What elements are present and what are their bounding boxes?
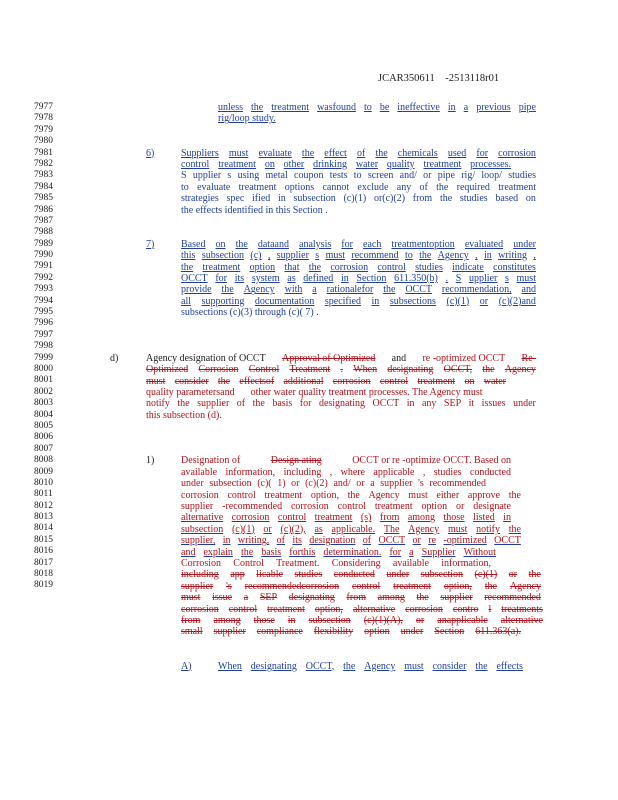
line-number: 7989 <box>34 238 53 249</box>
line-number: 8000 <box>34 363 53 374</box>
line-number-column <box>34 102 74 592</box>
deleted-text-line: small supplier compliance flexibility option under Section 611.363(a). <box>181 626 521 638</box>
line-number: 7984 <box>34 181 53 192</box>
deleted-text-line: must issue a SEP designating from among the supplier recommended <box>181 592 541 604</box>
line-number: 8007 <box>34 443 53 454</box>
heading-text: re -optimized OCCT <box>422 352 506 364</box>
body-text-line: Corrosion Control Treatment. Considering available information, <box>181 558 491 569</box>
body-text-line: rig/loop study. <box>218 113 276 125</box>
line-number: 7993 <box>34 284 53 295</box>
body-text-line: S upplier s using metal coupon tests to screen and/ or pipe rig/ loop/ studies <box>181 170 536 182</box>
line-number: 7982 <box>34 158 53 169</box>
line-number: 8018 <box>34 569 53 580</box>
line-number: 8015 <box>34 534 53 545</box>
deleted-text-line: including app licable studies conducted under subsection (c)(1) or the <box>181 569 541 581</box>
body-text-line: strategies spec ified in subsection (c)(1) or(c)(2) from the studies based on <box>181 193 536 205</box>
body-text-line: corrosion control treatment option, the Agency must either approve the <box>181 489 521 501</box>
line-number: 8011 <box>34 489 53 500</box>
body-text: Designation of <box>181 455 241 467</box>
deleted-text: Approval of Optimized <box>282 352 376 364</box>
line-number: 8016 <box>34 546 53 557</box>
line-number: 8010 <box>34 477 53 488</box>
document-header-id: JCAR350611 -2513118r01 <box>378 73 500 84</box>
body-text-line: notify the supplier of the basis for designating OCCT in any SEP it issues under <box>146 398 536 410</box>
item-marker: A) <box>181 660 192 672</box>
body-text: other water quality treatment processes. The Agency must <box>250 387 483 398</box>
section-heading-line <box>146 353 536 364</box>
body-text-line: all supporting documentation specified in subsections (c)(1) or (c)(2)and <box>181 295 536 307</box>
line-number: 7983 <box>34 170 53 181</box>
line-number: 7997 <box>34 329 53 340</box>
line-number: 8014 <box>34 523 53 534</box>
deleted-text-line: supplier 's recommendedcorrosion control treatment option, the Agency <box>181 580 541 592</box>
line-number: 8009 <box>34 466 53 477</box>
body-text-line <box>146 387 536 398</box>
line-number: 7980 <box>34 136 53 147</box>
line-number: 7986 <box>34 204 53 215</box>
deleted-text: Design ating <box>270 455 322 467</box>
body-text-line: OCCT for its system as defined in Section 611.350(b) . S upplier s must <box>181 273 536 284</box>
line-number: 7992 <box>34 272 53 283</box>
line-number: 8017 <box>34 557 53 568</box>
deleted-text-line: corrosion control treatment option, alternative corrosion contro l treatments <box>181 603 543 615</box>
item-marker: 1) <box>146 455 155 467</box>
body-text-line: subsections (c)(3) through (c)( 7) . <box>181 307 319 319</box>
line-number: 7995 <box>34 307 53 318</box>
body-text-line: supplier, in writing, of its designation of OCCT or re -optimized OCCT <box>181 535 521 547</box>
deleted-text: Re- <box>521 352 536 364</box>
heading-text: and <box>391 352 407 364</box>
line-number: 7985 <box>34 193 53 204</box>
line-number: 8002 <box>34 386 53 397</box>
line-number: 7996 <box>34 318 53 329</box>
body-text-line: to evaluate treatment options cannot exclude any of the required treatment <box>181 181 536 193</box>
line-number: 8005 <box>34 420 53 431</box>
deleted-text-line: from among those in subsection (c)(1)(A), or anapplicable alternative <box>181 615 543 626</box>
heading-text: Agency designation of OCCT <box>146 352 266 364</box>
line-number: 7981 <box>34 147 53 158</box>
body-text-line <box>181 455 511 466</box>
body-text-line: supplier -recommended corrosion control treatment option or designate <box>181 501 511 512</box>
line-number: 7978 <box>34 113 53 124</box>
body-text: quality parametersand <box>146 387 235 398</box>
body-text-line: Suppliers must evaluate the effect of the chemicals used for corrosion <box>181 147 536 159</box>
body-text-line: Based on the dataand analysis for each treatmentoption evaluated under <box>181 238 536 250</box>
body-text-line: When designating OCCT, the Agency must consider the effects <box>218 660 523 672</box>
line-number: 8006 <box>34 432 53 443</box>
line-number: 8004 <box>34 409 53 420</box>
line-number: 7977 <box>34 102 53 112</box>
body-text-line: available information, including , where applicable , studies conducted <box>181 466 511 478</box>
body-text-line: this subsection (c) , supplier s must recommend to the Agency , in writing , <box>181 250 536 262</box>
line-number: 7979 <box>34 124 53 135</box>
body-text-line: this subsection (d). <box>146 409 222 421</box>
line-number: 7990 <box>34 250 53 261</box>
line-number: 8003 <box>34 398 53 409</box>
line-number: 7991 <box>34 261 53 272</box>
line-number: 8019 <box>34 580 53 591</box>
line-number: 7999 <box>34 352 53 363</box>
body-text-line: unless the treatment wasfound to be ineffective in a previous pipe <box>218 102 536 113</box>
deleted-text-line: Optimized Corrosion Control Treatment . When designating OCCT, the Agency <box>146 364 536 376</box>
deleted-text-line: must consider the effectsof additional corrosion control treatment on water <box>146 375 506 387</box>
line-number: 7988 <box>34 227 53 238</box>
line-number: 8001 <box>34 375 53 386</box>
body-text-line: the treatment option that the corrosion control studies indicate constitutes <box>181 261 536 273</box>
item-marker: 6) <box>146 147 155 159</box>
line-number: 7994 <box>34 295 53 306</box>
line-number: 8013 <box>34 512 53 523</box>
body-text-line: control treatment on other drinking water quality treatment processes. <box>181 159 511 170</box>
body-text-line: the effects identified in this Section . <box>181 204 328 216</box>
line-number: 8012 <box>34 500 53 511</box>
line-number: 8008 <box>34 455 53 466</box>
body-text-line: provide the Agency with a rationalefor the OCCT recommendation, and <box>181 284 536 296</box>
line-number: 7998 <box>34 341 53 352</box>
body-text: OCCT or re -optimize OCCT. Based on <box>352 455 511 467</box>
body-text-line: under subsection (c)( 1) or (c)(2) and/ or a supplier 's recommended <box>181 478 486 490</box>
line-number: 7987 <box>34 215 53 226</box>
body-text-line: alternative corrosion control treatment (s) from among those listed in <box>181 512 511 524</box>
item-marker: 7) <box>146 238 155 250</box>
section-marker: d) <box>110 352 119 364</box>
body-text-line: and explain the basis forthis determination. for a Supplier Without <box>181 546 496 558</box>
body-text-line: subsection (c)(1) or (c)(2), as applicable. The Agency must notify the <box>181 523 521 535</box>
